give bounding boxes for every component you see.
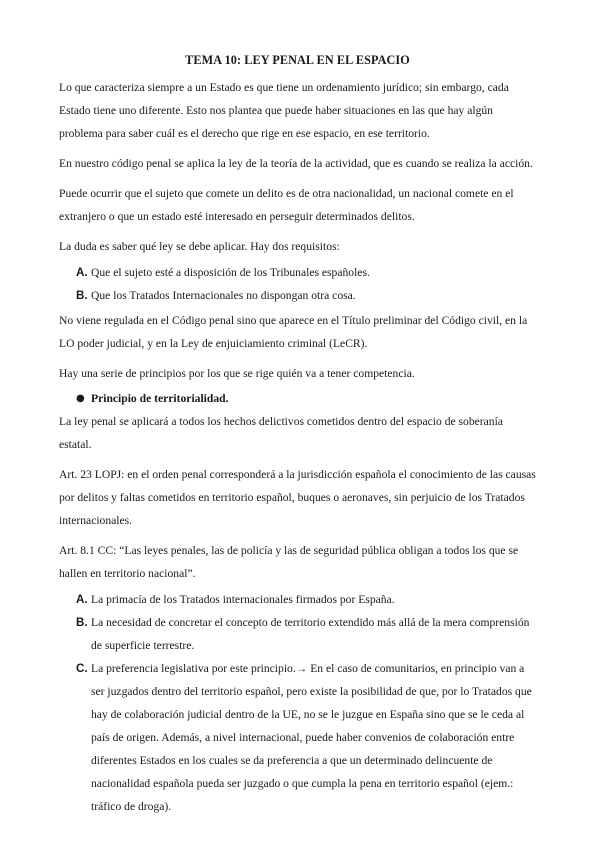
principle-heading	[59, 387, 536, 410]
paragraph-regulation: No viene regulada en el Código penal sino que aparece en el Título preliminar del Código civil, en la LO poder judicial, y en la Ley de enjuiciamiento criminal (LeCR).	[59, 314, 528, 350]
list-marker: B.	[76, 289, 88, 302]
list-marker: B.	[76, 616, 88, 629]
list-marker: A.	[76, 593, 88, 606]
list-item-text: Que los Tratados Internacionales no dispongan otra cosa.	[91, 289, 356, 302]
list-marker: C.	[76, 662, 88, 675]
paragraph-intro: Lo que caracteriza siempre a un Estado es que tiene un ordenamiento jurídico; sin embargo, cada Estado tiene uno diferente. Esto nos plantea que puede haber situaciones en las que hay algún problema para saber cuál es el derecho que rige en ese espacio, en ese territorio.	[59, 81, 509, 140]
list-item-text: La necesidad de concretar el concepto de territorio extendido más allá de la mera comprensión de superficie terrestre.	[91, 616, 530, 652]
paragraph-activity-theory: En nuestro código penal se aplica la ley de la teoría de la actividad, que es cuando se realiza la acción.	[59, 157, 533, 170]
document-title: TEMA 10: LEY PENAL EN EL ESPACIO	[185, 53, 410, 67]
principle-heading-text: Principio de territorialidad.	[91, 392, 229, 405]
paragraph-territoriality: La ley penal se aplicará a todos los hechos delictivos cometidos dentro del espacio de soberanía estatal.	[59, 415, 503, 451]
bullet-icon: ●	[76, 393, 85, 404]
paragraph-art8-cc: Art. 8.1 CC: “Las leyes penales, las de policía y las de seguridad pública obligan a todos los que se hallen en territorio nacional”.	[59, 544, 519, 580]
paragraph-nationality: Puede ocurrir que el sujeto que comete un delito es de otra nacionalidad, un nacional comete en el extranjero o que un estado esté interesado en perseguir determinados delitos.	[59, 187, 514, 223]
requirements-list	[59, 261, 536, 307]
list-item-text: Que el sujeto esté a disposición de los Tribunales españoles.	[91, 266, 370, 279]
paragraph-art23-lopj: Art. 23 LOPJ: en el orden penal corresponderá a la jurisdicción española el conocimiento de las causas por delitos y faltas cometidos en territorio español, buques o aeronaves, sin perjuicio de los Tratados internacionales.	[59, 468, 536, 527]
paragraph-requirements-intro: La duda es saber qué ley se debe aplicar. Hay dos requisitos:	[59, 240, 340, 253]
list-marker: A.	[76, 266, 88, 279]
territoriality-list	[59, 588, 536, 818]
paragraph-principles: Hay una serie de principios por los que se rige quién va a tener competencia.	[59, 367, 415, 380]
list-item	[59, 611, 536, 657]
list-item	[59, 261, 536, 284]
list-item	[59, 657, 536, 818]
list-item-text: La primacía de los Tratados internacionales firmados por España.	[91, 593, 395, 606]
list-item	[59, 284, 536, 307]
list-item-text: La preferencia legislativa por este principio.→ En el caso de comunitarios, en principio van a ser juzgados dentro del territorio español, pero existe la posibilidad de que, por lo Tratados que hay de colaboración judicial dentro de la UE, no se le juzgue en España sino que se le ceda al país de origen. Además, a nivel internacional, puede haber convenios de colaboración entre diferentes Estados en los cuales se da preferencia a que un determinado delincuente de nacionalidad española pueda ser juzgado o que cumpla la pena en territorio español (ejem.: tráfico de droga).	[91, 662, 532, 813]
list-item	[59, 588, 536, 611]
